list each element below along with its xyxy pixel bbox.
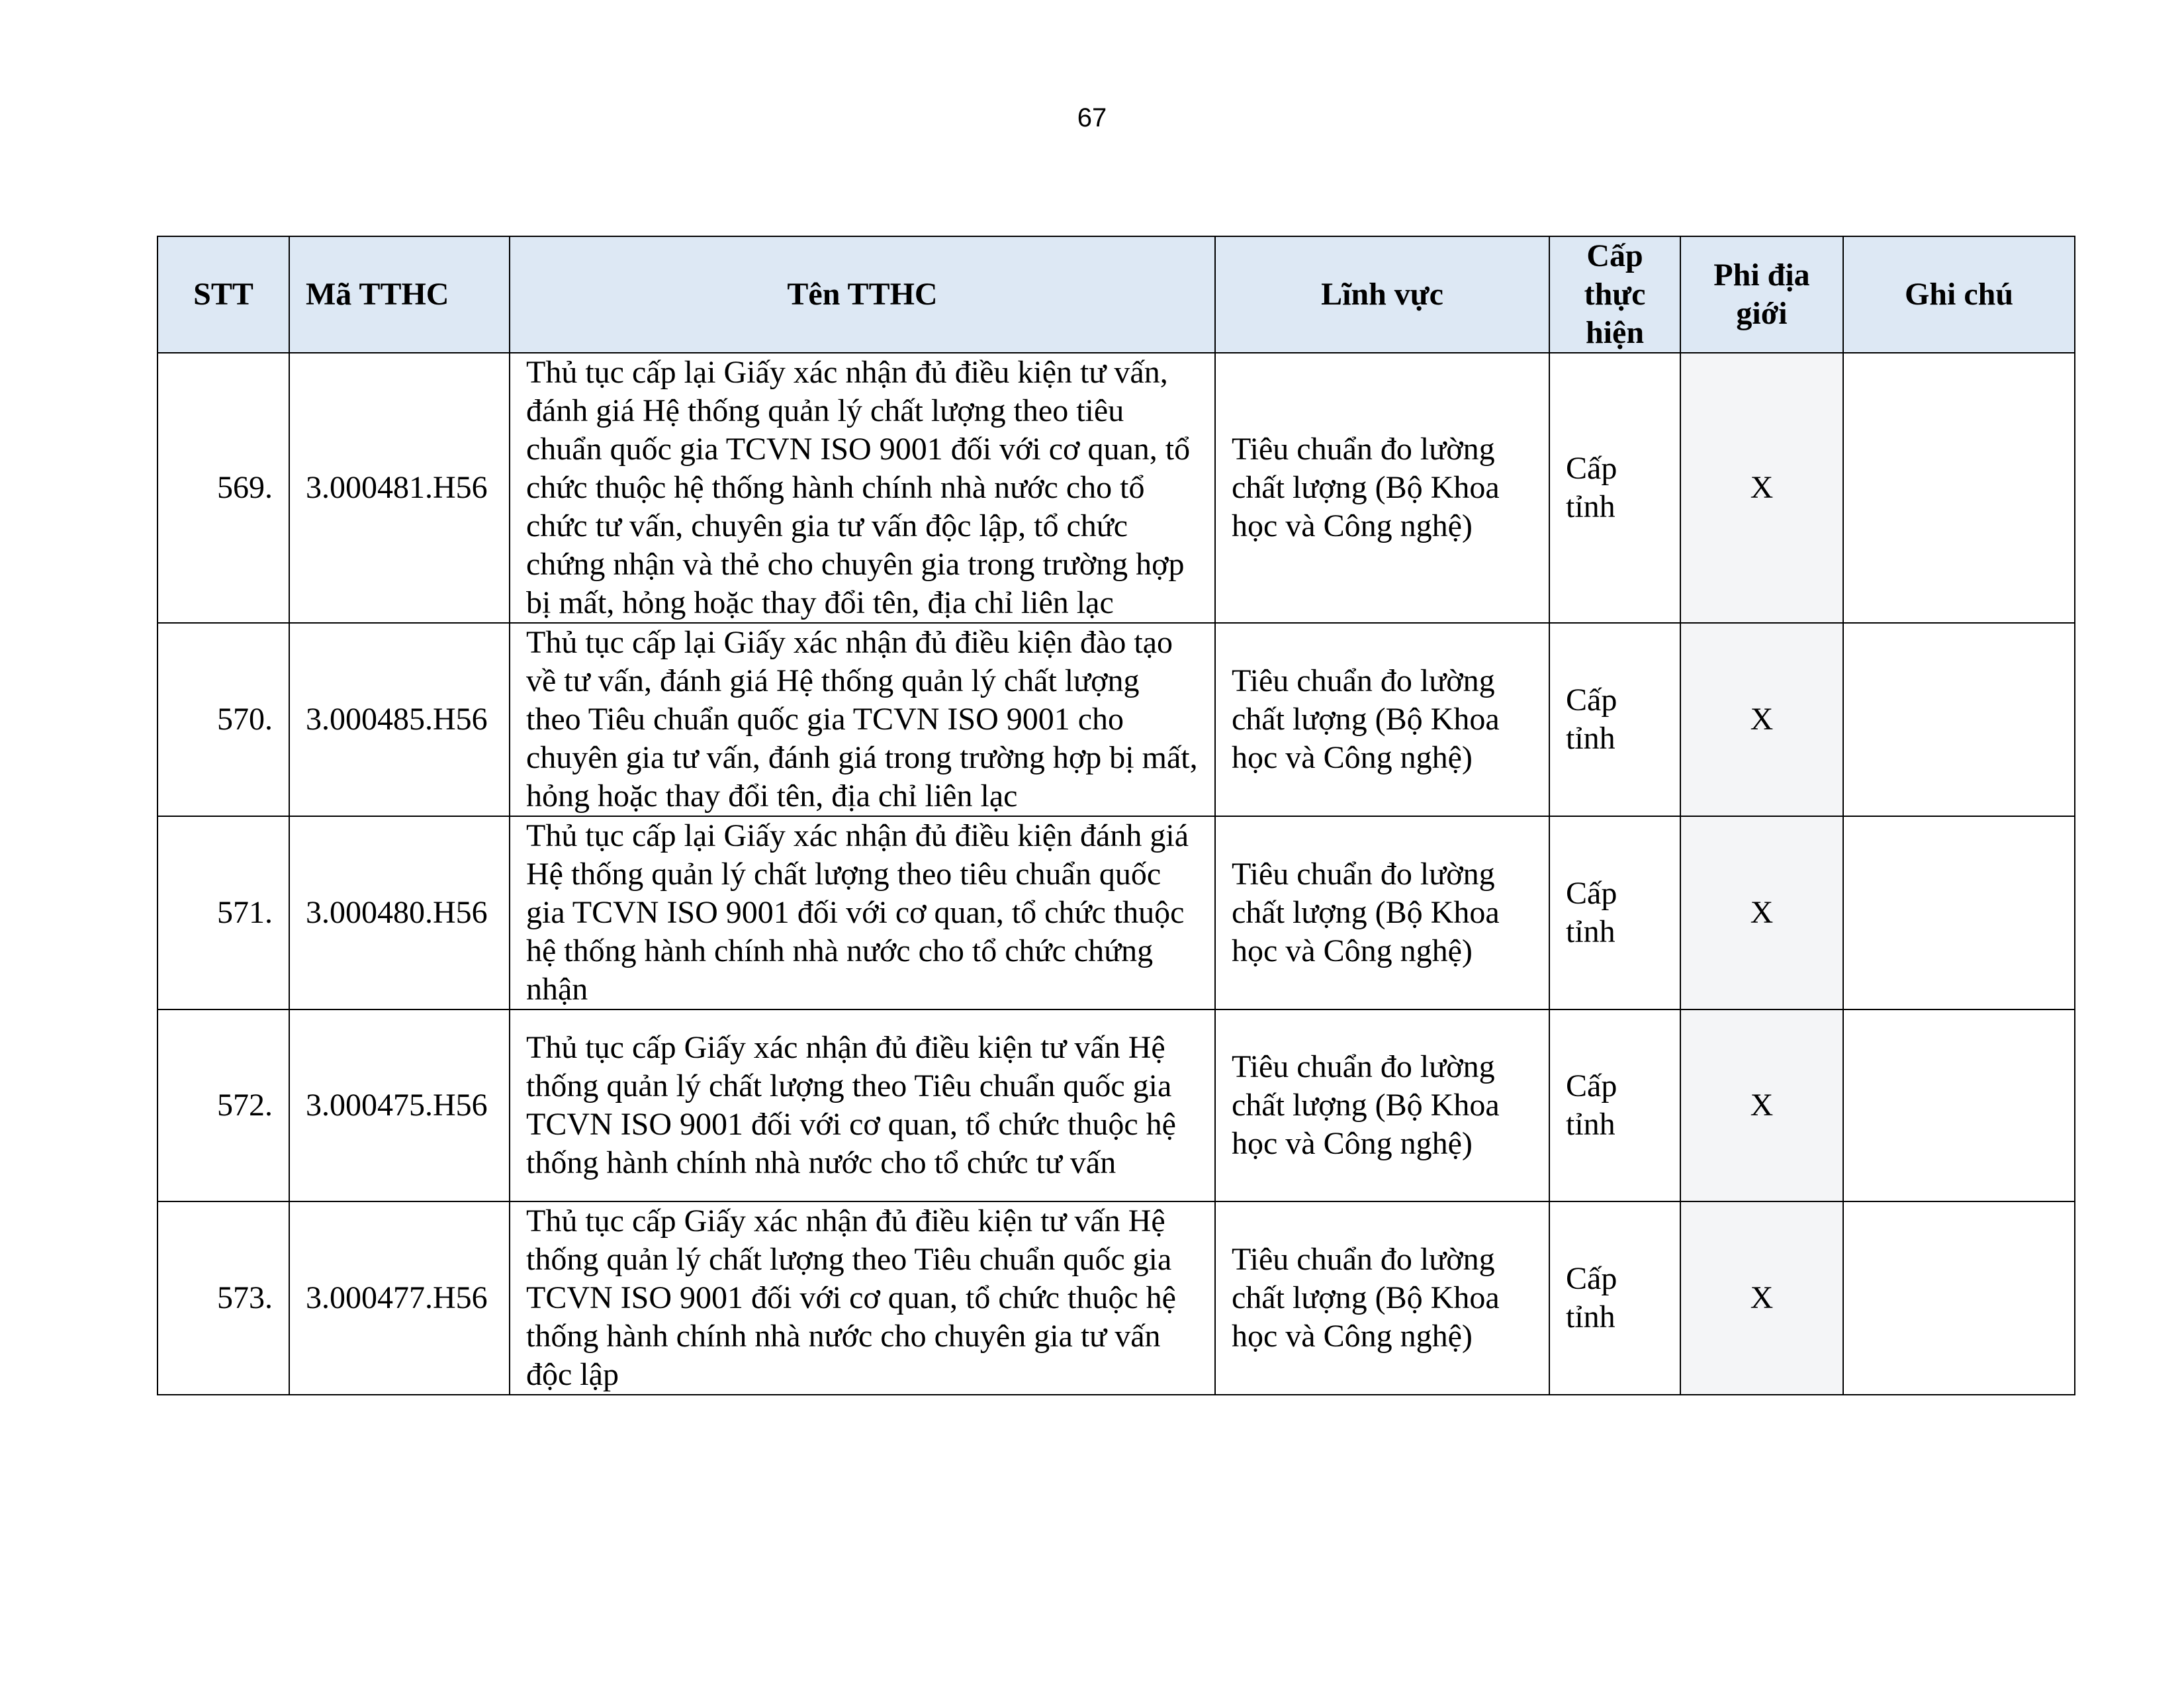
cell-stt: 570. (158, 623, 289, 816)
cell-ten-tthc: Thủ tục cấp Giấy xác nhận đủ điều kiện tư vấn Hệ thống quản lý chất lượng theo Tiêu chuẩn quốc gia TCVN ISO 9001 đối với cơ quan, tổ chức thuộc hệ thống hành chính nhà nước cho chuyên gia tư vấn độc lập (510, 1201, 1215, 1395)
cell-phi-dia-gioi: X (1680, 816, 1843, 1009)
cell-linh-vuc: Tiêu chuẩn đo lường chất lượng (Bộ Khoa học và Công nghệ) (1215, 1201, 1549, 1395)
cell-ma-tthc: 3.000477.H56 (289, 1201, 510, 1395)
header-stt: STT (158, 236, 289, 353)
cell-ghi-chu (1843, 1201, 2075, 1395)
header-cap-thuc-hien: Cấp thực hiện (1549, 236, 1680, 353)
table-row (158, 353, 2075, 623)
cell-stt: 572. (158, 1009, 289, 1201)
table-row (158, 623, 2075, 816)
cell-stt: 571. (158, 816, 289, 1009)
cell-linh-vuc: Tiêu chuẩn đo lường chất lượng (Bộ Khoa học và Công nghệ) (1215, 816, 1549, 1009)
cell-ma-tthc: 3.000475.H56 (289, 1009, 510, 1201)
cell-cap-thuc-hien: Cấp tỉnh (1549, 623, 1680, 816)
header-phi-dia-gioi: Phi địa giới (1680, 236, 1843, 353)
cell-ten-tthc: Thủ tục cấp lại Giấy xác nhận đủ điều kiện đào tạo về tư vấn, đánh giá Hệ thống quản lý chất lượng theo Tiêu chuẩn quốc gia TCVN ISO 9001 cho chuyên gia tư vấn, đánh giá trong trường hợp bị mất, hỏng hoặc thay đổi tên, địa chỉ liên lạc (510, 623, 1215, 816)
cell-stt: 573. (158, 1201, 289, 1395)
cell-cap-thuc-hien: Cấp tỉnh (1549, 353, 1680, 623)
cell-ten-tthc: Thủ tục cấp lại Giấy xác nhận đủ điều kiện tư vấn, đánh giá Hệ thống quản lý chất lượng theo tiêu chuẩn quốc gia TCVN ISO 9001 đối với cơ quan, tổ chức thuộc hệ thống hành chính nhà nước cho tổ chức tư vấn, chuyên gia tư vấn độc lập, tổ chức chứng nhận và thẻ cho chuyên gia trong trường hợp bị mất, hỏng hoặc thay đổi tên, địa chỉ liên lạc (510, 353, 1215, 623)
cell-phi-dia-gioi: X (1680, 1009, 1843, 1201)
header-linh-vuc: Lĩnh vực (1215, 236, 1549, 353)
header-ten-tthc: Tên TTHC (510, 236, 1215, 353)
header-ghi-chu: Ghi chú (1843, 236, 2075, 353)
cell-stt: 569. (158, 353, 289, 623)
cell-ma-tthc: 3.000485.H56 (289, 623, 510, 816)
cell-cap-thuc-hien: Cấp tỉnh (1549, 1201, 1680, 1395)
cell-linh-vuc: Tiêu chuẩn đo lường chất lượng (Bộ Khoa học và Công nghệ) (1215, 623, 1549, 816)
cell-ma-tthc: 3.000481.H56 (289, 353, 510, 623)
table-row (158, 1009, 2075, 1201)
cell-cap-thuc-hien: Cấp tỉnh (1549, 816, 1680, 1009)
cell-cap-thuc-hien: Cấp tỉnh (1549, 1009, 1680, 1201)
cell-ten-tthc: Thủ tục cấp lại Giấy xác nhận đủ điều kiện đánh giá Hệ thống quản lý chất lượng theo tiêu chuẩn quốc gia TCVN ISO 9001 đối với cơ quan, tổ chức thuộc hệ thống hành chính nhà nước cho tổ chức chứng nhận (510, 816, 1215, 1009)
cell-linh-vuc: Tiêu chuẩn đo lường chất lượng (Bộ Khoa học và Công nghệ) (1215, 1009, 1549, 1201)
table-header-row (158, 236, 2075, 353)
cell-ghi-chu (1843, 353, 2075, 623)
page-number: 67 (1077, 103, 1107, 132)
cell-phi-dia-gioi: X (1680, 1201, 1843, 1395)
cell-phi-dia-gioi: X (1680, 623, 1843, 816)
table-row (158, 1201, 2075, 1395)
table-row (158, 816, 2075, 1009)
header-ma-tthc: Mã TTHC (289, 236, 510, 353)
procedures-table (157, 236, 2075, 1395)
cell-linh-vuc: Tiêu chuẩn đo lường chất lượng (Bộ Khoa học và Công nghệ) (1215, 353, 1549, 623)
cell-ghi-chu (1843, 623, 2075, 816)
cell-ten-tthc: Thủ tục cấp Giấy xác nhận đủ điều kiện tư vấn Hệ thống quản lý chất lượng theo Tiêu chuẩn quốc gia TCVN ISO 9001 đối với cơ quan, tổ chức thuộc hệ thống hành chính nhà nước cho tổ chức tư vấn (510, 1009, 1215, 1201)
cell-ma-tthc: 3.000480.H56 (289, 816, 510, 1009)
cell-ghi-chu (1843, 1009, 2075, 1201)
cell-phi-dia-gioi: X (1680, 353, 1843, 623)
cell-ghi-chu (1843, 816, 2075, 1009)
